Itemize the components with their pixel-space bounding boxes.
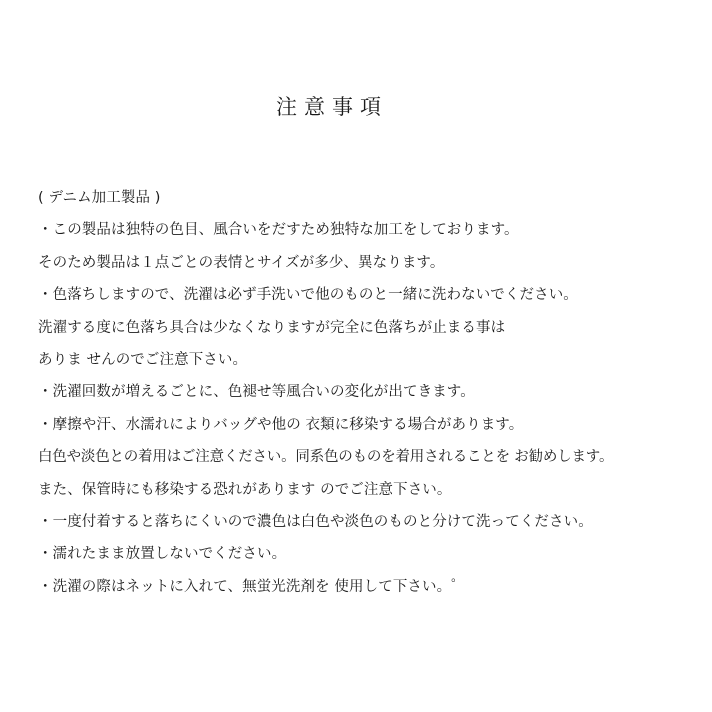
- notice-text-block: [38, 182, 708, 603]
- notice-line-variation: そのため製品は１点ごとの表情とサイズが多少、異なります。: [38, 254, 445, 271]
- notice-line-color-transfer: ・摩擦や汗、水濡れによりバッグや他の 衣類に移染する場合があります。: [38, 416, 524, 433]
- notice-line-light-colors: 白色や淡色との着用はご注意ください。同系色のものを着用されることを お勧めします。: [38, 449, 614, 466]
- notice-line-product-type: ( デニム加工製品 ): [38, 190, 161, 206]
- notice-line-storage: また、保管時にも移染する恐れがあります のでご注意下さい。: [38, 481, 452, 498]
- notice-line-net-detergent: ・洗濯の際はネットに入れて、無蛍光洗剤を 使用して下さい。゜: [38, 578, 466, 595]
- page-title: 注意事項: [276, 95, 388, 119]
- notice-line-processing: ・この製品は独特の色目、風合いをだすため独特な加工をしております。: [38, 222, 519, 239]
- notice-line-discoloration: ・洗濯回数が増えるごとに、色褪せ等風合いの変化が出てきます。: [38, 384, 475, 401]
- notice-line-wash-separately: ・色落ちしますので、洗濯は必ず手洗いで他のものと一緒に洗わないでください。: [38, 287, 578, 304]
- notice-line-fading: 洗濯する度に色落ち具合は少なくなりますが完全に色落ちが止まる事は: [38, 319, 506, 336]
- notice-line-wet: ・濡れたまま放置しないでください。: [38, 546, 287, 563]
- notice-line-fading-cont: ありま せんのでご注意下さい。: [38, 351, 248, 368]
- notice-line-stains: ・一度付着すると落ちにくいので濃色は白色や淡色のものと分けて洗ってください。: [38, 513, 593, 530]
